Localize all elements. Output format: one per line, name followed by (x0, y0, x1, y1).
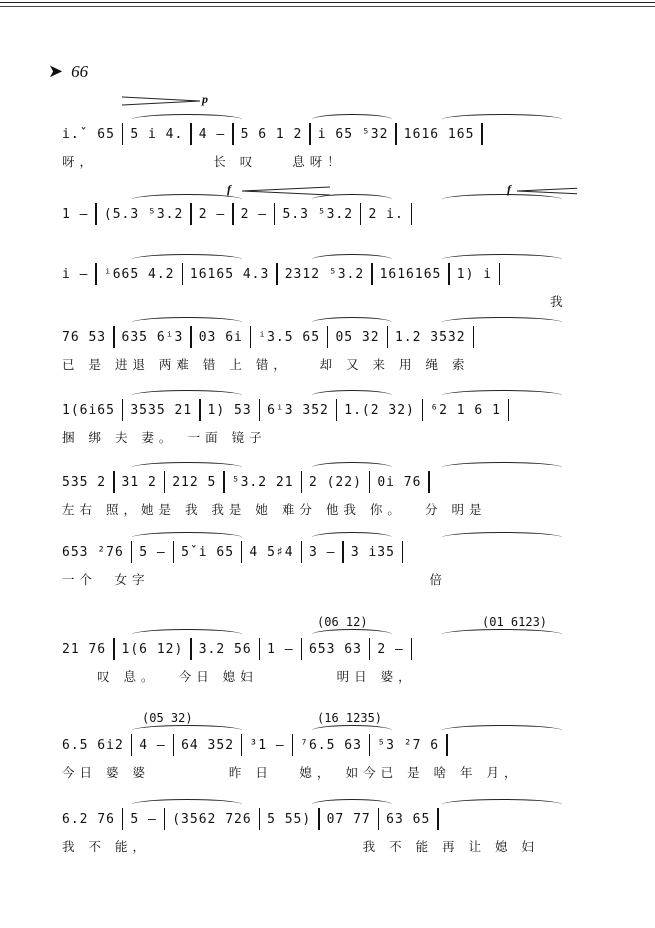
barline (259, 638, 260, 660)
slur-mark (132, 799, 242, 810)
notation-line (62, 637, 582, 661)
measure: 21 76 (62, 641, 107, 657)
measure: 4 – (198, 126, 226, 142)
measure: ⁶2 1 6 1 (430, 402, 501, 418)
slur-mark (312, 254, 392, 265)
slur-mark (312, 725, 392, 736)
measure: 535 2 (62, 474, 107, 490)
barline (259, 399, 260, 421)
lyric-line (62, 232, 582, 252)
measure: 03 6i (198, 329, 243, 345)
hairpin-icon (517, 186, 577, 196)
measure: 653 ²76 (62, 544, 124, 560)
barline (113, 638, 114, 660)
measure: 1) 53 (207, 402, 252, 418)
top-rule (0, 2, 655, 3)
barline (122, 808, 123, 830)
measure: 6ⁱ3 352 (267, 402, 329, 418)
lyric-line: 已 是 进退 两难 错 上 错， 却 又 来 用 绳 索 (62, 357, 470, 372)
barline (164, 808, 165, 830)
measure: 5.3 ⁵3.2 (282, 206, 354, 222)
slur-mark (442, 799, 562, 810)
measure: 0i 76 (377, 474, 422, 490)
measure: 635 6ⁱ3 (121, 329, 184, 345)
measure: 2312 ⁵3.2 (284, 266, 365, 282)
barline (232, 203, 233, 225)
slur-mark (442, 532, 562, 543)
barline (95, 203, 96, 225)
accompaniment-phrase: (05 32) (142, 711, 193, 725)
measure: 2 (22) (308, 474, 362, 490)
slur-mark (132, 114, 242, 125)
measure: 1616165 (379, 266, 442, 282)
measure: 1(6i65 (62, 402, 115, 418)
measure: 05 32 (335, 329, 380, 345)
dynamic-marking: f (227, 182, 231, 196)
measure: 3535 21 (130, 402, 193, 418)
slur-mark (132, 390, 242, 401)
lyric-line: 一个 女字 倍 (62, 572, 448, 587)
barline (369, 734, 370, 756)
lyric-line: 捆 绑 夫 妻。 一面 镜子 (62, 430, 267, 445)
barline (508, 399, 509, 421)
barline (446, 734, 447, 756)
measure: 4 5♯4 (249, 544, 294, 560)
slur-mark (442, 114, 562, 125)
slur-mark (442, 390, 562, 401)
measure: i.ˇ 65 (62, 126, 115, 142)
page-marker-icon: ➤ (48, 61, 64, 82)
barline (301, 638, 302, 660)
slur-mark (132, 462, 242, 473)
barline (336, 399, 337, 421)
barline (422, 399, 423, 421)
notation-line (62, 398, 582, 422)
lyric-line: 我 不 能， 我 不 能 再 让 媳 妇 (62, 839, 540, 854)
measure: 6.5 6i2 (62, 737, 124, 753)
barline (122, 123, 123, 145)
slur-mark (312, 799, 392, 810)
measure: (5.3 ⁵3.2 (103, 206, 184, 222)
barline (232, 123, 233, 145)
lyric-line: 叹 息。 今日 媳妇 明日 婆， (62, 669, 416, 684)
barline (378, 808, 379, 830)
barline (113, 326, 114, 348)
measure: ⁷6.5 63 (300, 737, 362, 753)
measure: 3 i35 (350, 544, 395, 560)
top-rule-inner (0, 6, 655, 7)
slur-mark (442, 725, 562, 736)
measure: 31 2 (121, 474, 157, 490)
measure: 5 i 4. (130, 126, 184, 142)
measure: 07 77 (326, 811, 371, 827)
measure: 1) i (456, 266, 493, 282)
measure: 5 6 1 2 (240, 126, 303, 142)
measure: 653 63 (308, 641, 362, 657)
page-number: 66 (71, 62, 89, 81)
measure: 1 – (62, 206, 89, 222)
measure: 212 5 (172, 474, 217, 490)
page-header (48, 62, 88, 82)
measure: 63 65 (386, 811, 431, 827)
barline (131, 541, 132, 563)
barline (301, 541, 302, 563)
dynamic-marking: p (202, 92, 208, 106)
measure: 3.2 56 (198, 641, 252, 657)
measure: 76 53 (62, 329, 107, 345)
barline (371, 263, 372, 285)
lyric-line: 左右 照，她是 我 我是 她 难分 他我 你。 分 明是 (62, 502, 487, 517)
notation-line (62, 122, 582, 146)
slur-mark (442, 317, 562, 328)
barline (276, 263, 277, 285)
slur-mark (442, 462, 562, 473)
barline (387, 326, 388, 348)
slur-mark (132, 629, 242, 640)
barline (259, 808, 260, 830)
barline (481, 123, 482, 145)
slur-mark (442, 629, 562, 640)
measure: i – (62, 266, 89, 282)
slur-mark (132, 532, 242, 543)
slur-mark (132, 725, 242, 736)
measure: 2 i. (368, 206, 404, 222)
measure: ⁱ665 4.2 (103, 266, 175, 282)
measure: ⁵3.2 21 (231, 474, 294, 490)
barline (223, 471, 224, 493)
slur-mark (312, 114, 392, 125)
barline (499, 263, 500, 285)
barline (437, 808, 438, 830)
measure: 5 55) (267, 811, 312, 827)
measure: 5 – (130, 811, 157, 827)
barline (190, 326, 191, 348)
slur-mark (312, 629, 392, 640)
barline (309, 123, 310, 145)
notation-line (62, 733, 582, 757)
measure: 6.2 76 (62, 811, 115, 827)
barline (131, 734, 132, 756)
barline (173, 541, 174, 563)
barline (342, 541, 343, 563)
barline (241, 541, 242, 563)
measure: 1616 165 (403, 126, 475, 142)
measure: 4 – (139, 737, 166, 753)
measure: 1 – (267, 641, 294, 657)
lyric-line: 呀， 长 叹 息呀！ (62, 154, 345, 169)
barline (190, 203, 191, 225)
measure: i 65 ⁵32 (317, 126, 389, 142)
barline (369, 471, 370, 493)
barline (182, 263, 183, 285)
measure: ⁵3 ²7 6 (377, 737, 440, 753)
barline (199, 399, 200, 421)
barline (402, 541, 403, 563)
measure: 3 – (308, 544, 336, 560)
barline (241, 734, 242, 756)
measure: (3562 726 (172, 811, 252, 827)
measure: ³1 – (249, 737, 285, 753)
measure: 2 – (240, 206, 268, 222)
slur-mark (132, 254, 242, 265)
slur-mark (132, 317, 242, 328)
dynamic-marking: f (507, 182, 511, 196)
measure: 1.2 3532 (394, 329, 466, 345)
lyric-line: 我 (550, 294, 568, 309)
accompaniment-phrase: (16 1235) (317, 711, 383, 725)
notation-line (62, 202, 582, 226)
measure: 64 352 (181, 737, 235, 753)
barline (190, 638, 191, 660)
notation-line (62, 262, 582, 286)
hairpin-icon (242, 186, 332, 196)
notation-line (62, 540, 582, 564)
barline (327, 326, 328, 348)
accompaniment-phrase: (01 6123) (482, 615, 548, 629)
measure: ⁱ3.5 65 (258, 329, 321, 345)
barline (369, 638, 370, 660)
barline (292, 734, 293, 756)
barline (274, 203, 275, 225)
barline (473, 326, 474, 348)
barline (411, 638, 412, 660)
barline (360, 203, 361, 225)
barline (411, 203, 412, 225)
accompaniment-phrase: (06 12) (317, 615, 368, 629)
slur-mark (312, 390, 392, 401)
measure: 16165 4.3 (189, 266, 270, 282)
slur-mark (312, 317, 392, 328)
barline (113, 471, 114, 493)
barline (95, 263, 96, 285)
barline (448, 263, 449, 285)
barline (318, 808, 319, 830)
measure: 2 – (377, 641, 404, 657)
hairpin-icon (122, 96, 202, 106)
barline (122, 399, 123, 421)
notation-line (62, 470, 582, 494)
barline (301, 471, 302, 493)
measure: 1.(2 32) (344, 402, 415, 418)
barline (428, 471, 429, 493)
barline (173, 734, 174, 756)
slur-mark (132, 194, 242, 205)
measure: 1(6 12) (121, 641, 184, 657)
measure: 5ˇi 65 (181, 544, 235, 560)
notation-line (62, 325, 582, 349)
measure: 2 – (198, 206, 226, 222)
notation-line (62, 807, 582, 831)
lyric-line: 今日 婆 婆 昨 日 媳， 如今已 是 啥 年 月， (62, 765, 522, 780)
slur-mark (312, 462, 392, 473)
slur-mark (312, 532, 392, 543)
barline (190, 123, 191, 145)
slur-mark (442, 254, 562, 265)
barline (164, 471, 165, 493)
barline (250, 326, 251, 348)
measure: 5 – (139, 544, 166, 560)
barline (395, 123, 396, 145)
